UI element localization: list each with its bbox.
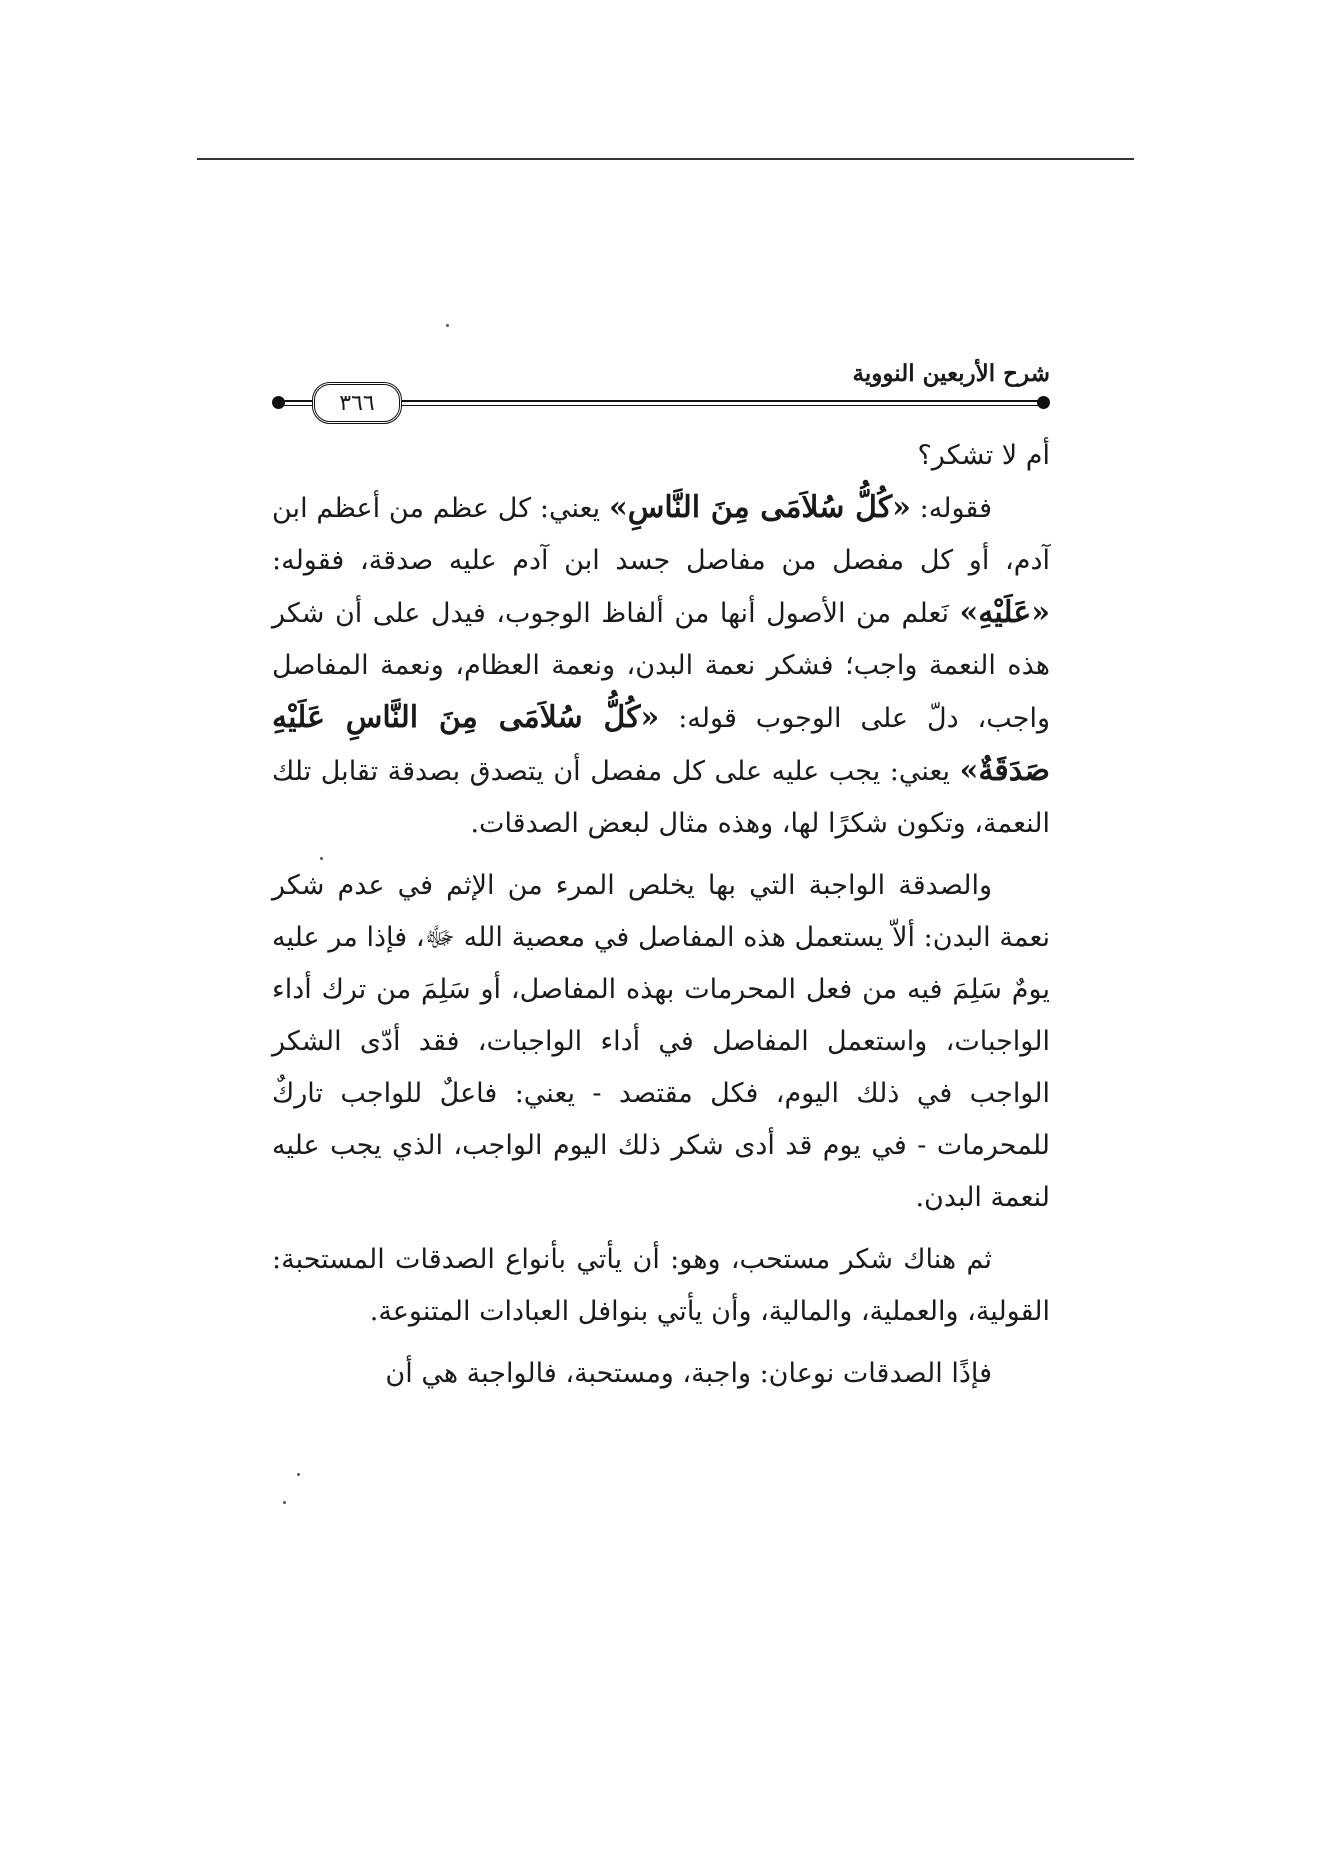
hadith-quote: «كُلُّ سُلاَمَى مِنَ النَّاسِ» (609, 490, 911, 525)
text-run: نَعلم من الأصول أنها من ألفاظ الوجوب، فيدل على أن شكر هذه النعمة واجب؛ فشكر نعمة البدن، ونعمة العظام، ونعمة المفاصل واجب، دلّ على الوجوب قوله: (272, 598, 1050, 734)
hadith-quote: «عَلَيْهِ» (959, 595, 1050, 630)
text-run: والصدقة الواجبة التي بها يخلص المرء من الإثم في عدم شكر نعمة البدن: ألاّ يستعمل هذه المفاصل في معصية الله ﷻ، فإذا مر عليه يومٌ سَلِمَ فيه من فعل المحرمات بهذه المفاصل، أو سَلِمَ من ترك أداء الواجبات، واستعمل المفاصل في أداء الواجبات، فقد أدّى الشكر الواجب في ذلك اليوم، فكل مقتصد - يعني: فاعلٌ للواجب تاركٌ للمحرمات - في يوم قد أدى شكر ذلك اليوم الواجب، الذي يجب عليه لنعمة البدن. (272, 870, 1050, 1213)
text-run: يعني: كل عظم من أعظم ابن آدم، أو كل مفصل من مفاصل جسد ابن آدم عليه صدقة، فقوله: (272, 493, 1050, 576)
page-body (272, 430, 1050, 1400)
top-rule (197, 158, 1134, 160)
text-run: أم لا تشكر؟ (917, 440, 1050, 471)
book-title: شرح الأربعين النووية (852, 360, 1050, 387)
page-number: ٣٦٦ (339, 390, 375, 416)
text-run: يعني: يجب عليه على كل مفصل أن يتصدق بصدقة تقابل تلك النعمة، وتكون شكرًا لها، وهذه مثال لبعض الصدقات. (272, 756, 1050, 839)
text-run: فإذًا الصدقات نوعان: واجبة، ومستحبة، فالواجبة هي أن (385, 1358, 992, 1389)
paragraph (272, 482, 1050, 850)
paragraph (272, 1348, 1050, 1400)
paragraph (272, 1234, 1050, 1338)
paragraph (272, 860, 1050, 1224)
page-number-frame (312, 382, 402, 424)
header-ornament-left (272, 396, 285, 409)
header-ornament-right (1037, 396, 1050, 409)
scan-speck (297, 1473, 300, 1476)
scan-speck (283, 1501, 286, 1504)
scan-speck (446, 324, 449, 327)
text-run: ثم هناك شكر مستحب، وهو: أن يأتي بأنواع الصدقات المستحبة: القولية، والعملية، والمالية، وأن يأتي بنوافل العبادات المتنوعة. (272, 1244, 1050, 1327)
paragraph (272, 430, 1050, 482)
text-run: فقوله: (910, 493, 992, 524)
running-header (272, 360, 1050, 420)
hadith-quote: «كُلُّ سُلاَمَى مِنَ النَّاسِ عَلَيْهِ صَدَقَةٌ» (272, 700, 1050, 788)
